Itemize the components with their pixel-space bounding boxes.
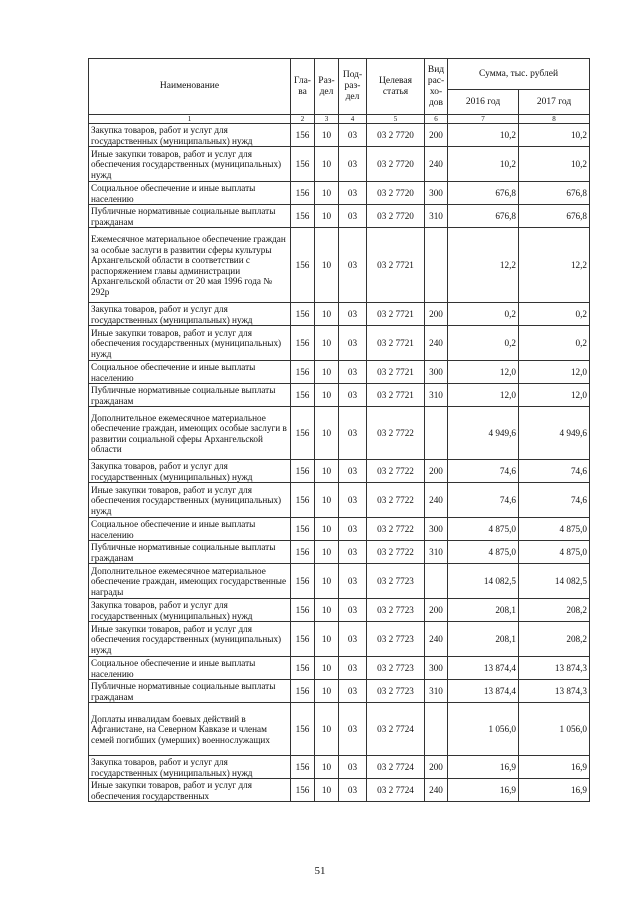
row-vid-rashodov: 200 (425, 599, 448, 622)
row-razdel: 10 (315, 518, 339, 541)
row-podrazdel: 03 (339, 182, 367, 205)
budget-table (88, 58, 590, 802)
row-podrazdel: 03 (339, 228, 367, 303)
row-celevaya-statya: 03 2 7722 (367, 483, 425, 518)
row-amount-2017: 0,2 (519, 303, 590, 326)
row-vid-rashodov: 240 (425, 147, 448, 182)
row-amount-2016: 0,2 (448, 303, 519, 326)
row-podrazdel: 03 (339, 361, 367, 384)
row-razdel: 10 (315, 541, 339, 564)
row-glava: 156 (291, 703, 315, 756)
row-celevaya-statya: 03 2 7722 (367, 518, 425, 541)
row-name: Социальное обеспечение и иные выплаты населению (89, 361, 291, 384)
row-podrazdel: 03 (339, 326, 367, 361)
row-glava: 156 (291, 361, 315, 384)
table-row (89, 657, 590, 680)
column-number: 3 (315, 115, 339, 124)
row-amount-2016: 10,2 (448, 147, 519, 182)
row-name: Закупка товаров, работ и услуг для государственных (муниципальных) нужд (89, 460, 291, 483)
row-podrazdel: 03 (339, 541, 367, 564)
row-glava: 156 (291, 124, 315, 147)
row-podrazdel: 03 (339, 205, 367, 228)
row-podrazdel: 03 (339, 703, 367, 756)
row-podrazdel: 03 (339, 483, 367, 518)
row-amount-2016: 13 874,4 (448, 657, 519, 680)
row-razdel: 10 (315, 779, 339, 802)
row-celevaya-statya: 03 2 7723 (367, 564, 425, 599)
row-vid-rashodov (425, 407, 448, 460)
row-podrazdel: 03 (339, 622, 367, 657)
row-amount-2017: 208,2 (519, 599, 590, 622)
column-number: 5 (367, 115, 425, 124)
row-celevaya-statya: 03 2 7720 (367, 182, 425, 205)
row-razdel: 10 (315, 147, 339, 182)
row-vid-rashodov: 240 (425, 483, 448, 518)
row-vid-rashodov: 310 (425, 541, 448, 564)
row-glava: 156 (291, 147, 315, 182)
row-amount-2017: 10,2 (519, 124, 590, 147)
row-name: Публичные нормативные социальные выплаты гражданам (89, 205, 291, 228)
row-razdel: 10 (315, 599, 339, 622)
row-amount-2016: 12,2 (448, 228, 519, 303)
row-celevaya-statya: 03 2 7724 (367, 779, 425, 802)
column-number: 6 (425, 115, 448, 124)
row-vid-rashodov: 300 (425, 657, 448, 680)
row-amount-2017: 1 056,0 (519, 703, 590, 756)
table-row (89, 384, 590, 407)
row-razdel: 10 (315, 326, 339, 361)
header-glava: Гла- ва (291, 59, 315, 115)
row-amount-2016: 16,9 (448, 756, 519, 779)
row-vid-rashodov: 200 (425, 303, 448, 326)
row-celevaya-statya: 03 2 7721 (367, 228, 425, 303)
row-podrazdel: 03 (339, 407, 367, 460)
row-celevaya-statya: 03 2 7724 (367, 756, 425, 779)
row-vid-rashodov: 310 (425, 205, 448, 228)
row-amount-2017: 12,0 (519, 361, 590, 384)
row-vid-rashodov: 200 (425, 756, 448, 779)
row-glava: 156 (291, 779, 315, 802)
row-amount-2016: 12,0 (448, 361, 519, 384)
row-name: Закупка товаров, работ и услуг для государственных (муниципальных) нужд (89, 303, 291, 326)
row-celevaya-statya: 03 2 7721 (367, 361, 425, 384)
page-number: 51 (314, 865, 326, 877)
row-podrazdel: 03 (339, 564, 367, 599)
row-amount-2016: 74,6 (448, 483, 519, 518)
table-row (89, 303, 590, 326)
table-row (89, 622, 590, 657)
row-name: Ежемесячное материальное обеспечение граждан за особые заслуги в развитии сферы культуры Архангельской области в соответствии с распоряжением главы администрации Архангельской области от 20 мая 1996 года № 292р (89, 228, 291, 303)
row-celevaya-statya: 03 2 7720 (367, 147, 425, 182)
row-podrazdel: 03 (339, 599, 367, 622)
table-row (89, 182, 590, 205)
row-glava: 156 (291, 564, 315, 599)
row-glava: 156 (291, 303, 315, 326)
header-year-2016: 2016 год (448, 90, 519, 115)
row-celevaya-statya: 03 2 7720 (367, 205, 425, 228)
table-row (89, 779, 590, 802)
table-row (89, 407, 590, 460)
row-amount-2017: 4 949,6 (519, 407, 590, 460)
row-amount-2016: 74,6 (448, 460, 519, 483)
row-amount-2017: 12,0 (519, 384, 590, 407)
row-celevaya-statya: 03 2 7721 (367, 384, 425, 407)
table-row (89, 599, 590, 622)
row-amount-2017: 16,9 (519, 756, 590, 779)
row-celevaya-statya: 03 2 7723 (367, 680, 425, 703)
header-row (89, 59, 590, 90)
row-celevaya-statya: 03 2 7722 (367, 407, 425, 460)
row-razdel: 10 (315, 361, 339, 384)
row-podrazdel: 03 (339, 680, 367, 703)
row-name: Доплаты инвалидам боевых действий в Афганистане, на Северном Кавказе и членам семей погибших (умерших) военнослужащих (89, 703, 291, 756)
row-razdel: 10 (315, 756, 339, 779)
row-vid-rashodov: 300 (425, 182, 448, 205)
row-amount-2017: 208,2 (519, 622, 590, 657)
row-razdel: 10 (315, 483, 339, 518)
row-celevaya-statya: 03 2 7723 (367, 622, 425, 657)
table-row (89, 361, 590, 384)
row-amount-2017: 10,2 (519, 147, 590, 182)
row-celevaya-statya: 03 2 7722 (367, 541, 425, 564)
row-podrazdel: 03 (339, 460, 367, 483)
table-row (89, 756, 590, 779)
row-glava: 156 (291, 326, 315, 361)
column-number: 8 (519, 115, 590, 124)
row-podrazdel: 03 (339, 384, 367, 407)
row-amount-2017: 676,8 (519, 205, 590, 228)
row-vid-rashodov: 300 (425, 361, 448, 384)
table-body (89, 124, 590, 802)
table-row (89, 460, 590, 483)
row-amount-2016: 208,1 (448, 622, 519, 657)
row-glava: 156 (291, 483, 315, 518)
row-podrazdel: 03 (339, 303, 367, 326)
row-glava: 156 (291, 384, 315, 407)
row-glava: 156 (291, 205, 315, 228)
row-razdel: 10 (315, 622, 339, 657)
row-name: Социальное обеспечение и иные выплаты населению (89, 657, 291, 680)
row-name: Социальное обеспечение и иные выплаты населению (89, 182, 291, 205)
row-razdel: 10 (315, 657, 339, 680)
row-celevaya-statya: 03 2 7722 (367, 460, 425, 483)
row-glava: 156 (291, 228, 315, 303)
row-razdel: 10 (315, 205, 339, 228)
row-razdel: 10 (315, 384, 339, 407)
row-vid-rashodov: 200 (425, 460, 448, 483)
column-number: 2 (291, 115, 315, 124)
row-glava: 156 (291, 622, 315, 657)
row-amount-2016: 4 875,0 (448, 518, 519, 541)
row-razdel: 10 (315, 703, 339, 756)
header-vid-rashodov: Вид рас- хо- дов (425, 59, 448, 115)
row-podrazdel: 03 (339, 779, 367, 802)
row-name: Социальное обеспечение и иные выплаты населению (89, 518, 291, 541)
row-amount-2016: 4 949,6 (448, 407, 519, 460)
row-podrazdel: 03 (339, 518, 367, 541)
row-amount-2016: 13 874,4 (448, 680, 519, 703)
table-row (89, 124, 590, 147)
header-podrazdel: Под- раз- дел (339, 59, 367, 115)
row-amount-2016: 10,2 (448, 124, 519, 147)
row-name: Иные закупки товаров, работ и услуг для обеспечения государственных (муниципальных) нужд (89, 147, 291, 182)
column-number: 7 (448, 115, 519, 124)
row-glava: 156 (291, 541, 315, 564)
table-row (89, 205, 590, 228)
row-glava: 156 (291, 756, 315, 779)
row-amount-2017: 13 874,3 (519, 680, 590, 703)
row-vid-rashodov: 200 (425, 124, 448, 147)
row-name: Закупка товаров, работ и услуг для государственных (муниципальных) нужд (89, 756, 291, 779)
row-amount-2016: 4 875,0 (448, 541, 519, 564)
row-glava: 156 (291, 182, 315, 205)
row-celevaya-statya: 03 2 7724 (367, 703, 425, 756)
row-amount-2017: 74,6 (519, 460, 590, 483)
table-row (89, 680, 590, 703)
row-glava: 156 (291, 680, 315, 703)
row-vid-rashodov (425, 564, 448, 599)
row-amount-2017: 14 082,5 (519, 564, 590, 599)
row-podrazdel: 03 (339, 124, 367, 147)
row-razdel: 10 (315, 460, 339, 483)
row-amount-2017: 13 874,3 (519, 657, 590, 680)
row-name: Иные закупки товаров, работ и услуг для обеспечения государственных (муниципальных) нужд (89, 483, 291, 518)
row-razdel: 10 (315, 228, 339, 303)
row-name: Дополнительное ежемесячное материальное обеспечение граждан, имеющих особые заслуги в развитии социальной сферы Архангельской области (89, 407, 291, 460)
header-name: Наименование (89, 59, 291, 115)
header-celevaya-statya: Целевая статья (367, 59, 425, 115)
row-razdel: 10 (315, 564, 339, 599)
row-razdel: 10 (315, 182, 339, 205)
row-vid-rashodov: 300 (425, 518, 448, 541)
row-amount-2016: 208,1 (448, 599, 519, 622)
row-amount-2016: 12,0 (448, 384, 519, 407)
row-vid-rashodov: 310 (425, 680, 448, 703)
row-razdel: 10 (315, 680, 339, 703)
row-amount-2017: 4 875,0 (519, 518, 590, 541)
row-vid-rashodov (425, 703, 448, 756)
row-name: Публичные нормативные социальные выплаты гражданам (89, 384, 291, 407)
row-name: Публичные нормативные социальные выплаты гражданам (89, 541, 291, 564)
row-razdel: 10 (315, 124, 339, 147)
row-name: Иные закупки товаров, работ и услуг для обеспечения государственных (муниципальных) нужд (89, 326, 291, 361)
row-amount-2017: 74,6 (519, 483, 590, 518)
row-podrazdel: 03 (339, 756, 367, 779)
row-podrazdel: 03 (339, 147, 367, 182)
row-celevaya-statya: 03 2 7723 (367, 657, 425, 680)
row-celevaya-statya: 03 2 7721 (367, 326, 425, 361)
table-row (89, 483, 590, 518)
row-amount-2017: 16,9 (519, 779, 590, 802)
row-vid-rashodov: 240 (425, 326, 448, 361)
row-glava: 156 (291, 407, 315, 460)
row-glava: 156 (291, 657, 315, 680)
row-name: Иные закупки товаров, работ и услуг для обеспечения государственных (89, 779, 291, 802)
row-name: Публичные нормативные социальные выплаты гражданам (89, 680, 291, 703)
row-name: Закупка товаров, работ и услуг для государственных (муниципальных) нужд (89, 124, 291, 147)
header-razdel: Раз- дел (315, 59, 339, 115)
row-celevaya-statya: 03 2 7720 (367, 124, 425, 147)
row-name: Иные закупки товаров, работ и услуг для обеспечения государственных (муниципальных) нужд (89, 622, 291, 657)
row-vid-rashodov: 310 (425, 384, 448, 407)
row-amount-2016: 676,8 (448, 205, 519, 228)
row-name: Закупка товаров, работ и услуг для государственных (муниципальных) нужд (89, 599, 291, 622)
table-row (89, 564, 590, 599)
row-glava: 156 (291, 599, 315, 622)
table-row (89, 228, 590, 303)
document-page (88, 58, 589, 802)
row-name: Дополнительное ежемесячное материальное обеспечение граждан, имеющих государственные награды (89, 564, 291, 599)
row-vid-rashodov (425, 228, 448, 303)
row-glava: 156 (291, 460, 315, 483)
row-amount-2017: 676,8 (519, 182, 590, 205)
row-amount-2016: 16,9 (448, 779, 519, 802)
column-number: 1 (89, 115, 291, 124)
row-razdel: 10 (315, 303, 339, 326)
header-summa: Сумма, тыс. рублей (448, 59, 590, 90)
column-number: 4 (339, 115, 367, 124)
row-amount-2016: 1 056,0 (448, 703, 519, 756)
table-row (89, 326, 590, 361)
table-row (89, 147, 590, 182)
row-vid-rashodov: 240 (425, 622, 448, 657)
table-row (89, 541, 590, 564)
row-vid-rashodov: 240 (425, 779, 448, 802)
row-amount-2016: 676,8 (448, 182, 519, 205)
header-year-2017: 2017 год (519, 90, 590, 115)
row-amount-2017: 4 875,0 (519, 541, 590, 564)
row-amount-2016: 14 082,5 (448, 564, 519, 599)
row-amount-2016: 0,2 (448, 326, 519, 361)
row-amount-2017: 0,2 (519, 326, 590, 361)
column-number-row (89, 115, 590, 124)
row-celevaya-statya: 03 2 7723 (367, 599, 425, 622)
table-row (89, 518, 590, 541)
row-razdel: 10 (315, 407, 339, 460)
row-glava: 156 (291, 518, 315, 541)
row-celevaya-statya: 03 2 7721 (367, 303, 425, 326)
row-amount-2017: 12,2 (519, 228, 590, 303)
row-podrazdel: 03 (339, 657, 367, 680)
table-row (89, 703, 590, 756)
